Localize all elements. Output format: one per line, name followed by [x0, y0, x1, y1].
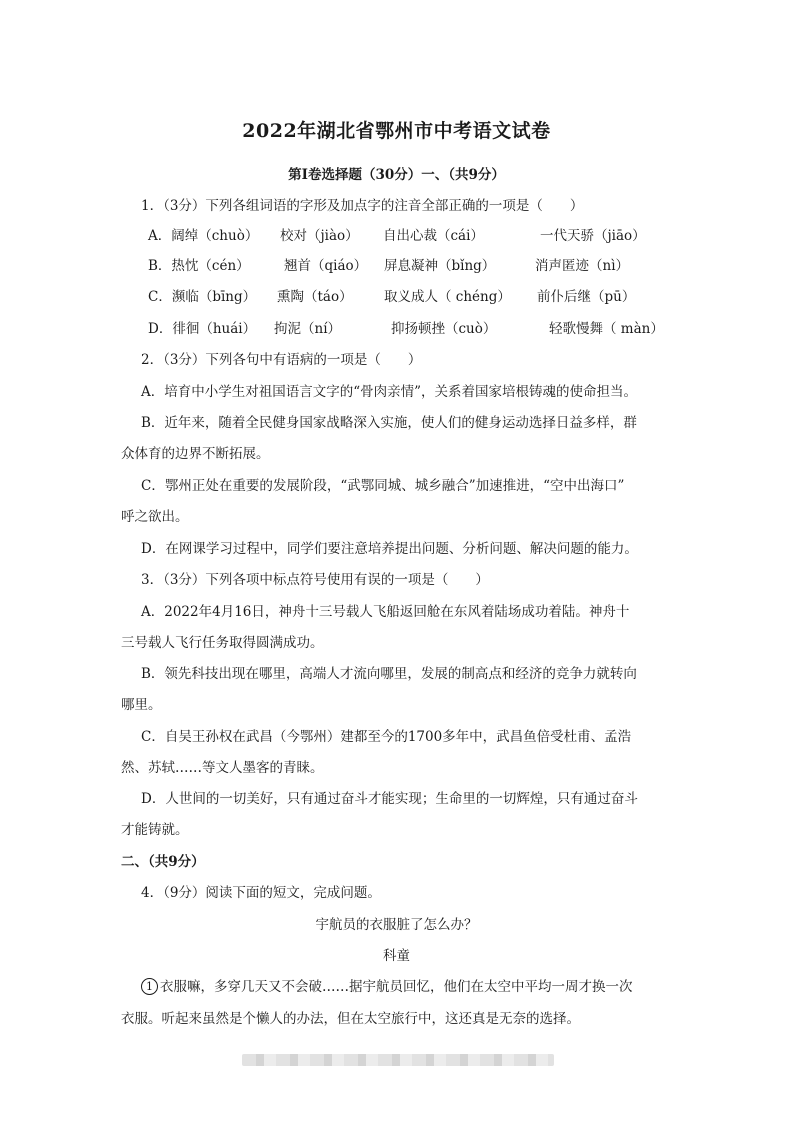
option-cell: 拘泥（ní） — [274, 321, 342, 337]
section-one-heading: 第Ⅰ卷选择题（30分）一、（共9分） — [288, 167, 505, 183]
question-3-option-a: A．2022年4月16日，神舟十三号载人飞船返回舱在东风着陆场成功着陆。神舟十 — [141, 604, 630, 620]
question-3-option-a-cont: 三号载人飞行任务取得圆满成功。 — [121, 635, 324, 651]
option-cell: 消声匿迹（nì） — [535, 258, 630, 274]
option-cell: 熏陶（táo） — [277, 289, 353, 305]
article-title: 宇航员的衣服脏了怎么办？ — [315, 917, 478, 933]
question-3-option-c: C．自吴王孙权在武昌（今鄂州）建都至今的1700多年中，武昌鱼倍受杜甫、孟浩 — [141, 729, 632, 745]
question-2-option-b: B．近年来，随着全民健身国家战略深入实施，使人们的健身运动选择日益多样，群 — [141, 415, 637, 431]
page-title: 2022年湖北省鄂州市中考语文试卷 — [242, 120, 551, 142]
question-3-option-b-cont: 哪里。 — [121, 697, 162, 713]
question-2-stem: 2．（3分）下列各句中有语病的一项是（ ） — [141, 352, 422, 368]
question-3-option-b: B．领先科技出现在哪里，高端人才流向哪里，发展的制高点和经济的竞争力就转向 — [141, 666, 637, 682]
question-3-option-c-cont: 然、苏轼……等文人墨客的青睐。 — [121, 760, 324, 776]
blurred-footer-watermark — [242, 1054, 554, 1066]
option-cell: C．濒临（bīng） — [148, 289, 257, 305]
question-2-option-a: A．培育中小学生对祖国语言文字的“骨肉亲情”，关系着国家培根铸魂的使命担当。 — [141, 384, 638, 400]
question-2-option-c-cont: 呼之欲出。 — [121, 509, 189, 525]
paragraph-number: 1 — [141, 978, 158, 995]
option-cell: B．热忱（cén） — [148, 258, 250, 274]
option-cell: 屏息凝神（bǐng） — [384, 258, 496, 274]
option-cell: 轻歌慢舞（ màn） — [549, 321, 664, 337]
question-3-stem: 3．（3分）下列各项中标点符号使用有误的一项是（ ） — [141, 572, 489, 588]
article-author: 科童 — [383, 948, 410, 964]
question-2-option-d: D．在网课学习过程中，同学们要注意培养提出问题、分析问题、解决问题的能力。 — [141, 541, 638, 557]
option-cell: 一代天骄（jiāo） — [540, 228, 646, 244]
question-2-option-c: C．鄂州正处在重要的发展阶段，“武鄂同城、城乡融合”加速推进，“空中出海口” — [141, 478, 625, 494]
option-cell: D．徘徊（huái） — [148, 321, 257, 337]
question-3-option-d-cont: 才能铸就。 — [121, 822, 189, 838]
option-cell: A．阔绰（chuò） — [148, 228, 259, 244]
option-cell: 取义成人（ chéng） — [384, 289, 511, 305]
option-cell: 自出心裁（cái） — [383, 228, 484, 244]
option-cell: 前仆后继（pū） — [537, 289, 636, 305]
paragraph-1 — [141, 978, 633, 996]
question-4-stem: 4．（9分）阅读下面的短文，完成问题。 — [141, 885, 381, 901]
question-1-stem: 1．（3分）下列各组词语的字形及加点字的注音全部正确的一项是（ ） — [141, 198, 584, 214]
option-cell: 抑扬顿挫（cuò） — [391, 321, 497, 337]
option-cell: 翘首（qiáo） — [284, 258, 368, 274]
question-3-option-d: D．人世间的一切美好，只有通过奋斗才能实现；生命里的一切辉煌，只有通过奋斗 — [141, 791, 638, 807]
paragraph-1-text: 衣服嘛，多穿几天又不会破……据宇航员回忆，他们在太空中平均一周才换一次 — [160, 979, 633, 995]
section-two-heading: 二、（共9分） — [121, 854, 205, 870]
paragraph-1-cont: 衣服。听起来虽然是个懒人的办法，但在太空旅行中，这还真是无奈的选择。 — [121, 1011, 580, 1027]
question-2-option-b-cont: 众体育的边界不断拓展。 — [121, 446, 270, 462]
option-cell: 校对（jiào） — [280, 228, 359, 244]
